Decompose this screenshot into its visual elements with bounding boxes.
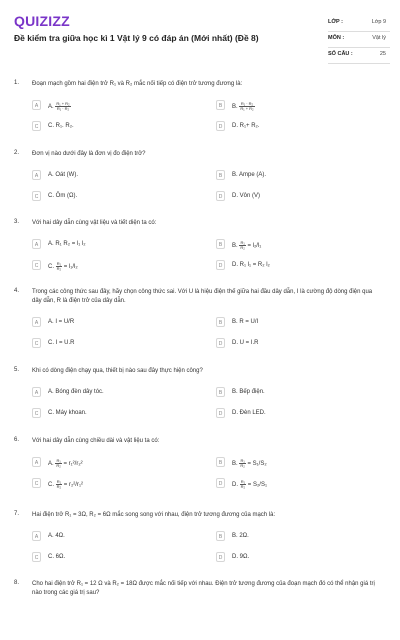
question-block [14, 288, 390, 348]
question-block [14, 437, 390, 497]
option-letter-box: A [32, 317, 41, 327]
question-number: 3. [14, 219, 20, 225]
option-value: 4Ω. [55, 533, 65, 539]
option-text [48, 459, 83, 468]
meta-value: Vật lý [372, 35, 386, 41]
option-text [232, 193, 260, 199]
option-value: = r₁²/r₂² [61, 461, 83, 468]
answer-option-d[interactable] [216, 478, 376, 490]
answer-option-d[interactable] [216, 121, 376, 133]
option-letter-box: C [32, 121, 41, 131]
option-value: R = U/I [239, 319, 259, 325]
question-text: Khi có dòng điện chạy qua, thiết bị nào sau đây thực hiện công? [32, 368, 203, 374]
answer-option-c[interactable] [32, 121, 192, 133]
option-prefix: C. [48, 264, 56, 271]
meta-value: Lớp 9 [371, 19, 386, 25]
question-block [14, 150, 390, 210]
option-value: Ôm (Ω). [55, 193, 78, 199]
quizizz-logo: QUIZIZZ [14, 13, 70, 29]
answer-option-a[interactable] [32, 457, 192, 469]
option-letter-box: B [216, 457, 225, 467]
question-number: 5. [14, 367, 20, 373]
option-text [232, 241, 261, 250]
fraction: $\frac{\text{R₁}}{\text{R₂}}$ [240, 479, 246, 489]
option-letter-box: D [216, 191, 225, 201]
answer-option-a[interactable] [32, 239, 192, 251]
option-value: 6Ω. [55, 554, 66, 560]
answer-option-b[interactable] [216, 170, 376, 182]
option-text [232, 533, 249, 539]
document-title: Đề kiểm tra giữa học kì 1 Vật lý 9 có đáp án (Mới nhất) (Đề 8) [14, 33, 259, 43]
option-letter-box: C [32, 260, 41, 270]
option-letter-box: D [216, 260, 225, 270]
option-value: Bếp điện. [239, 389, 265, 395]
option-prefix: A. [48, 533, 56, 539]
option-prefix: C. [48, 482, 56, 489]
meta-label: SỐ CÂU : [328, 51, 353, 57]
option-letter-box: B [216, 531, 225, 541]
question-number: 8. [14, 580, 20, 586]
option-letter-box: A [32, 170, 41, 180]
option-text [48, 554, 65, 560]
option-letter-box: A [32, 387, 41, 397]
question-text: Cho hai điện trở R₁ = 12 Ω và R₂ = 18Ω được mắc nối tiếp với nhau. Điện trở tương đương của đoạn mạch đó có thể nhận giá trị nào trong các giá trị sau? [32, 581, 375, 596]
question-block [14, 80, 390, 140]
answer-option-a[interactable] [32, 531, 192, 543]
quiz-meta-table [328, 16, 390, 64]
option-prefix: D. [232, 193, 240, 199]
answer-option-a[interactable] [32, 317, 192, 329]
option-value: Oát (W). [55, 172, 79, 178]
option-text [232, 319, 258, 325]
option-text [232, 459, 267, 468]
answer-option-c[interactable] [32, 338, 192, 350]
option-text [48, 262, 78, 271]
option-prefix: A. [48, 319, 56, 325]
option-text [48, 241, 86, 247]
fraction: $\frac{\text{R₁}}{\text{R₂}}$ [240, 458, 245, 468]
option-letter-box: C [32, 478, 41, 488]
answer-option-d[interactable] [216, 408, 376, 420]
option-text [232, 123, 260, 129]
option-letter-box: D [216, 552, 225, 562]
answer-option-d[interactable] [216, 552, 376, 564]
answer-option-d[interactable] [216, 260, 376, 272]
option-prefix: D. [232, 482, 240, 489]
quiz-header [0, 0, 400, 70]
answer-option-c[interactable] [32, 191, 192, 203]
answer-option-b[interactable] [216, 457, 376, 469]
option-prefix: A. [48, 461, 56, 468]
meta-label: MÔN : [328, 35, 345, 41]
option-text [232, 172, 266, 178]
answer-option-c[interactable] [32, 408, 192, 420]
fraction: $\frac{\text{R₁ · R₂}}{\text{R₁ + R₂}}$ [240, 101, 254, 111]
meta-row-count [328, 48, 390, 64]
option-text [48, 172, 78, 178]
option-value: = r₂²/r₁² [62, 482, 83, 489]
option-text [48, 102, 71, 111]
question-block [14, 219, 390, 279]
question-number: 4. [14, 288, 20, 294]
question-number: 7. [14, 511, 20, 517]
question-number: 6. [14, 437, 20, 443]
option-prefix: D. [232, 123, 240, 129]
answer-option-c[interactable] [32, 478, 192, 490]
option-text [232, 410, 266, 416]
option-value: 9Ω. [239, 554, 250, 560]
option-prefix: D. [232, 262, 240, 268]
question-text: Đoạn mạch gồm hai điện trở R₁ và R₂ mắc nối tiếp có điện trở tương đương là: [32, 81, 243, 87]
option-letter-box: C [32, 408, 41, 418]
answer-option-b[interactable] [216, 531, 376, 543]
option-prefix: B. [232, 389, 240, 395]
option-value: U = I.R [239, 340, 259, 346]
option-letter-box: A [32, 531, 41, 541]
option-letter-box: C [32, 552, 41, 562]
option-text [48, 193, 77, 199]
option-value: 2Ω. [239, 533, 249, 539]
question-text: Với hai dây dẫn cùng vật liệu và tiết diện ta có: [32, 220, 157, 226]
option-letter-box: A [32, 239, 41, 249]
question-text: Đơn vị nào dưới đây là đơn vị đo điện trở? [32, 151, 146, 157]
option-value: I = U/R [55, 319, 75, 325]
answer-option-d[interactable] [216, 191, 376, 203]
answer-option-b[interactable] [216, 387, 376, 399]
option-prefix: A. [48, 104, 56, 111]
meta-label: LỚP : [328, 19, 343, 25]
option-value: = l₁/l₂ [62, 264, 78, 271]
option-value: Bóng đèn dây tóc. [55, 389, 104, 395]
option-prefix: C. [48, 340, 56, 346]
answer-option-a[interactable] [32, 100, 192, 112]
option-prefix: B. [232, 243, 240, 250]
option-prefix: A. [48, 172, 56, 178]
option-letter-box: B [216, 239, 225, 249]
option-prefix: B. [232, 533, 240, 539]
option-text [48, 389, 104, 395]
question-number: 1. [14, 80, 20, 86]
option-text [232, 262, 270, 268]
option-text [48, 480, 83, 489]
option-prefix: C. [48, 554, 56, 560]
question-text: Với hai dây dẫn cùng chiều dài và vật liệu ta có: [32, 438, 160, 444]
fraction: $\frac{\text{R₁}}{\text{R₂}}$ [56, 458, 61, 468]
option-letter-box: A [32, 100, 41, 110]
fraction: $\frac{\text{R₁}}{\text{R₂}}$ [56, 479, 62, 489]
option-letter-box: D [216, 478, 225, 488]
answer-option-d[interactable] [216, 338, 376, 350]
option-text [48, 533, 65, 539]
option-letter-box: D [216, 408, 225, 418]
answer-option-b[interactable] [216, 317, 376, 329]
meta-row-class [328, 16, 390, 32]
option-value: = S₁/S₂ [245, 461, 267, 468]
option-text [232, 554, 249, 560]
option-value: = S₂/S₁ [246, 482, 267, 489]
question-text: Trong các công thức sau đây, hãy chọn công thức sai. Với U là hiệu điện thế giữa hai đầu dây dẫn, I là cường độ dòng điện qua dây dẫn, R là điện trở của dây dẫn. [32, 289, 373, 304]
answer-option-b[interactable] [216, 100, 376, 112]
answer-option-c[interactable] [32, 260, 192, 272]
option-letter-box: D [216, 121, 225, 131]
option-value: = l₂/l₁ [245, 243, 262, 250]
question-block [14, 580, 390, 640]
option-prefix: B. [232, 461, 240, 468]
option-value: R₁+ R₂. [239, 123, 260, 129]
option-value: Máy khoan. [55, 410, 87, 416]
question-text: Hai điện trở R₁ = 3Ω, R₂ = 6Ω mắc song song với nhau, điện trở tương đương của mạch là: [32, 512, 276, 518]
option-letter-box: B [216, 170, 225, 180]
option-value: I = U.R [55, 340, 75, 346]
option-value: R₁ l₁ = R₂ l₂ [239, 262, 270, 268]
answer-option-a[interactable] [32, 170, 192, 182]
option-text [48, 340, 75, 346]
option-prefix: A. [48, 389, 56, 395]
option-letter-box: B [216, 100, 225, 110]
option-prefix: D. [232, 554, 240, 560]
option-prefix: D. [232, 410, 240, 416]
option-value: Vôn (V) [239, 193, 261, 199]
option-value: Ampe (A). [239, 172, 267, 178]
option-prefix: C. [48, 193, 56, 199]
option-letter-box: B [216, 387, 225, 397]
option-prefix: B. [232, 172, 240, 178]
meta-row-subject [328, 32, 390, 48]
option-value: R₁. R₂. [55, 123, 74, 129]
option-letter-box: C [32, 191, 41, 201]
question-number: 2. [14, 150, 20, 156]
option-prefix: D. [232, 340, 240, 346]
option-text [232, 102, 255, 111]
option-letter-box: D [216, 338, 225, 348]
option-letter-box: A [32, 457, 41, 467]
option-letter-box: B [216, 317, 225, 327]
option-value: Đèn LED. [239, 410, 266, 416]
fraction: $\frac{\text{R₁}}{\text{R₂}}$ [56, 261, 62, 271]
option-text [48, 319, 74, 325]
question-block [14, 367, 390, 427]
option-prefix: B. [232, 104, 240, 111]
option-text [232, 389, 265, 395]
option-prefix: C. [48, 410, 56, 416]
option-prefix: A. [48, 241, 56, 247]
fraction: $\frac{\text{R₁ + R₂}}{\text{R₁ · R₂}}$ [56, 101, 70, 111]
answer-option-c[interactable] [32, 552, 192, 564]
question-block [14, 511, 390, 571]
option-text [48, 123, 74, 129]
option-text [232, 480, 267, 489]
answer-option-a[interactable] [32, 387, 192, 399]
option-letter-box: C [32, 338, 41, 348]
option-prefix: C. [48, 123, 56, 129]
option-value: R₁ R₂ = l₁ l₂ [55, 241, 86, 247]
answer-option-b[interactable] [216, 239, 376, 251]
meta-value: 25 [379, 51, 386, 57]
fraction: $\frac{\text{R₁}}{\text{R₂}}$ [240, 240, 245, 250]
option-text [232, 340, 259, 346]
option-text [48, 410, 87, 416]
option-prefix: B. [232, 319, 240, 325]
